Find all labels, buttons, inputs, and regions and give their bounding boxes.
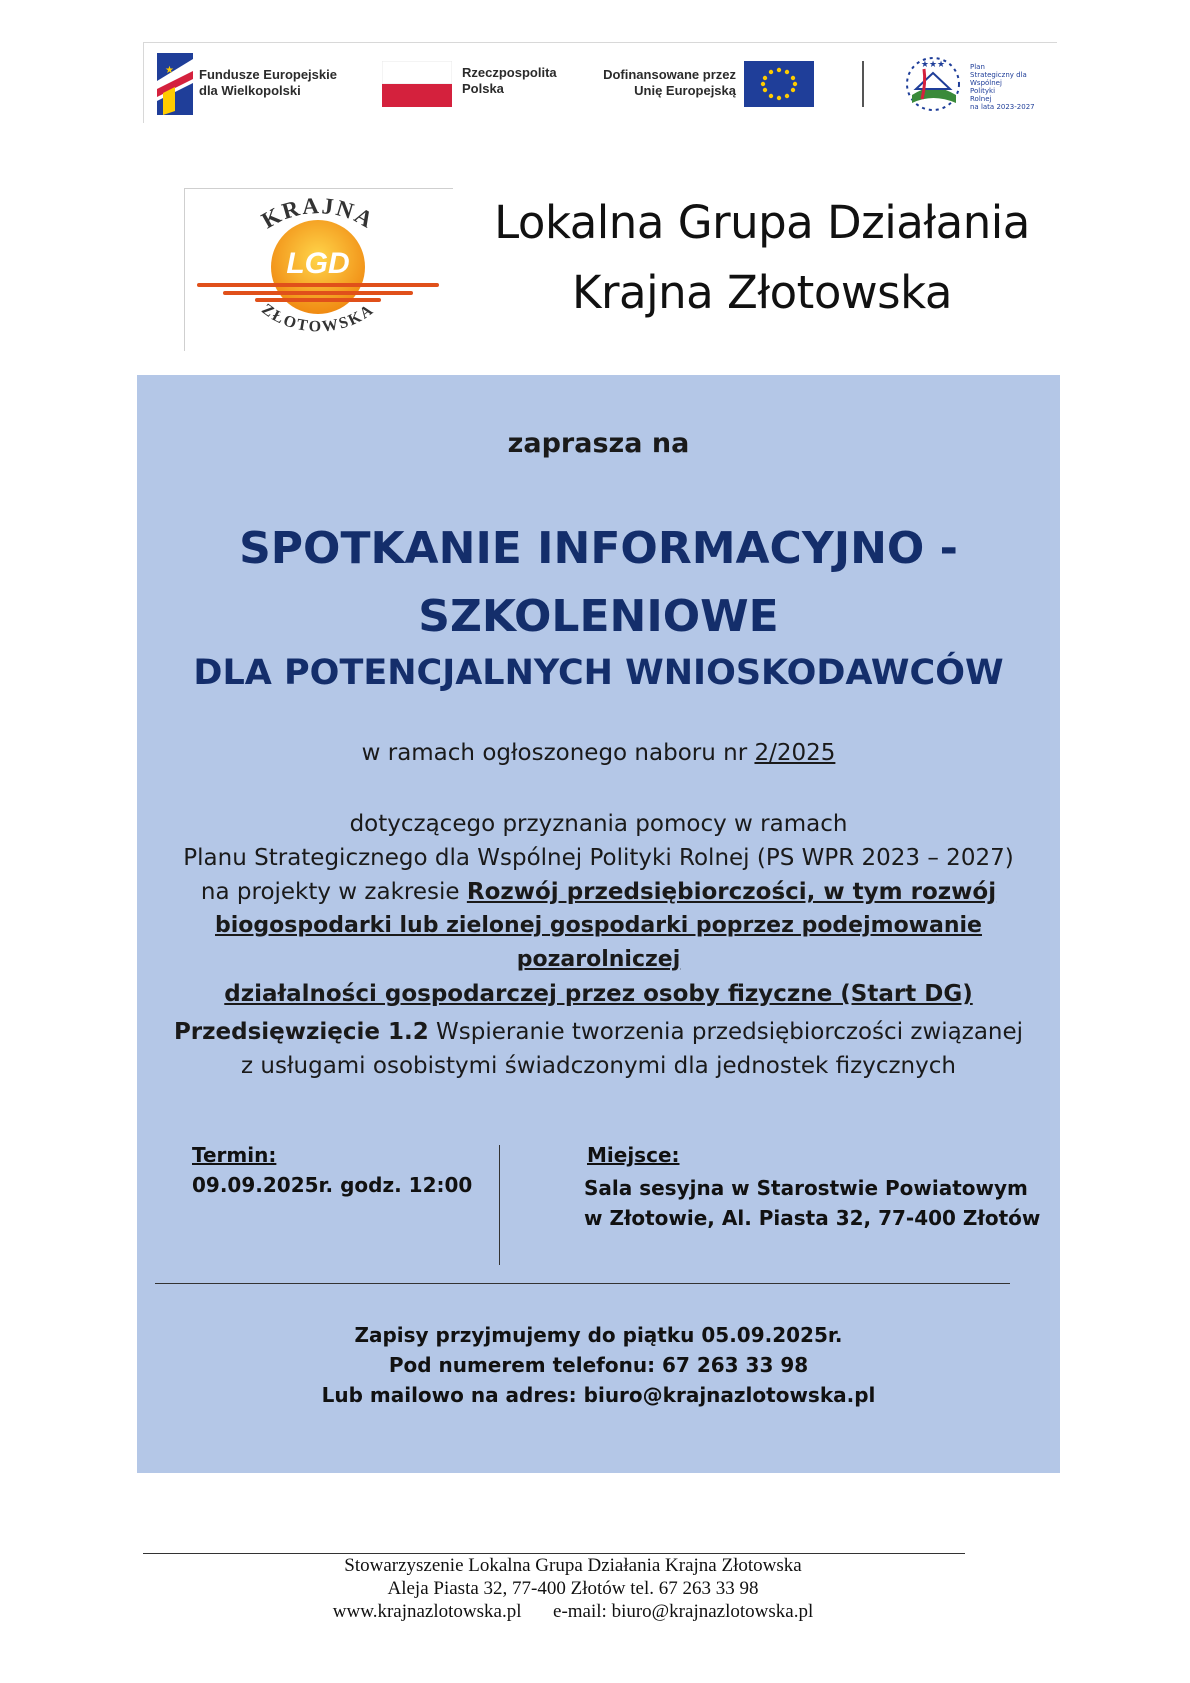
footer-line2: Aleja Piasta 32, 77-400 Złotów tel. 67 263 33 98 [387,1578,759,1599]
measure-line2: z usługami osobistymi świadczonymi dla jednostek fizycznych [241,1053,956,1079]
measure-description [137,1015,1060,1083]
place-line2: w Złotowie, Al. Piasta 32, 77-400 Złotów [584,1206,1041,1230]
organization-title-line2: Krajna Złotowska [572,266,952,319]
eu-text-1: Dofinansowane przez [603,67,736,82]
program-description [137,807,1060,1011]
description-line5: działalności gospodarczej przez osoby fizyczne (Start DG) [224,981,973,1007]
footer-line1: Stowarzyszenie Lokalna Grupa Działania Krajna Złotowska [344,1555,802,1576]
invite-text: zaprasza na [507,428,690,459]
funding-logos-strip [143,42,1057,123]
ps-text-5: Rolnej [970,95,992,103]
place-label: Miejsce: [587,1143,680,1167]
description-line3-prefix: na projekty w zakresie [200,879,467,905]
fe-text-1: Fundusze Europejskie [199,67,337,82]
description-line2: Planu Strategicznego dla Wspólnej Polityki Rolnej (PS WPR 2023 – 2027) [183,845,1014,871]
registration-line1: Zapisy przyjmujemy do piątku 05.09.2025r. [354,1323,843,1347]
place-line1: Sala sesyjna w Starostwie Powiatowym [584,1176,1028,1200]
registration-line2: Pod numerem telefonu: 67 263 33 98 [388,1353,809,1377]
description-line3 [137,875,1060,909]
description-line4: biogospodarki lub zielonej gospodarki poprzez podejmowanie pozarolniczej [215,913,982,972]
invitation-panel [137,375,1060,1473]
lgd-logo-center-text: LGD [286,247,350,280]
organization-title-line1: Lokalna Grupa Działania [494,196,1030,249]
lgd-logo [184,188,453,351]
description-line1: dotyczącego przyznania pomocy w ramach [349,811,848,837]
fundusze-europejskie-logo [157,53,193,115]
rp-text-2: Polska [462,81,504,96]
svg-text:★★★: ★★★ [920,59,946,69]
headline-line1: SPOTKANIE INFORMACYJNO - [239,523,958,574]
registration-info [137,1320,1060,1410]
place-value [584,1173,1040,1233]
registration-line3: Lub mailowo na adres: biuro@krajnazlotowska.pl [321,1383,876,1407]
description-line3-bold: Rozwój przedsiębiorczości, w tym rozwój [466,879,997,905]
footer-line3 [143,1600,1003,1623]
lgd-logo-bottom-text: ZŁOTOWSKA [258,300,378,336]
term-value: 09.09.2025r. godz. 12:00 [192,1173,473,1197]
ps-text-6: na lata 2023-2027 [970,103,1035,111]
event-headline [137,515,1060,651]
fe-text-2: dla Wielkopolski [199,83,301,98]
details-separator [155,1283,1010,1284]
ps-text-3: Wspólnej [970,79,1002,87]
footer-email[interactable]: e-mail: biuro@krajnazlotowska.pl [553,1601,814,1622]
ps-wpr-logo [902,53,964,115]
call-number: 2/2025 [754,740,836,766]
measure-label: Przedsięwzięcie 1.2 [173,1019,429,1045]
ps-text-4: Polityki [970,87,996,95]
footer-website[interactable]: www.krajnazlotowska.pl [332,1601,522,1622]
call-for-proposals-line [137,740,1060,766]
rp-text-1: Rzeczpospolita [462,65,557,80]
eu-text-2: Unię Europejską [634,83,736,98]
ps-text-2: Strategiczny dla [970,71,1027,79]
eu-flag-icon [744,61,814,107]
measure-line1 [137,1015,1060,1049]
logo-divider [862,61,864,107]
headline-line2: SZKOLENIOWE [418,591,779,642]
details-column-divider [499,1145,500,1265]
footer [143,1554,1003,1623]
term-label: Termin: [192,1143,277,1167]
poland-flag-icon [382,61,452,107]
ps-text-1: Plan [970,63,985,71]
event-subheadline: DLA POTENCJALNYCH WNIOSKODAWCÓW [193,653,1004,693]
organization-title [462,188,1062,328]
call-prefix: w ramach ogłoszonego naboru nr [361,740,755,766]
measure-text1: Wspieranie tworzenia przedsiębiorczości związanej [428,1019,1024,1045]
svg-text:★: ★ [165,65,174,76]
lgd-logo-top-text: KRAJNA [257,192,379,234]
